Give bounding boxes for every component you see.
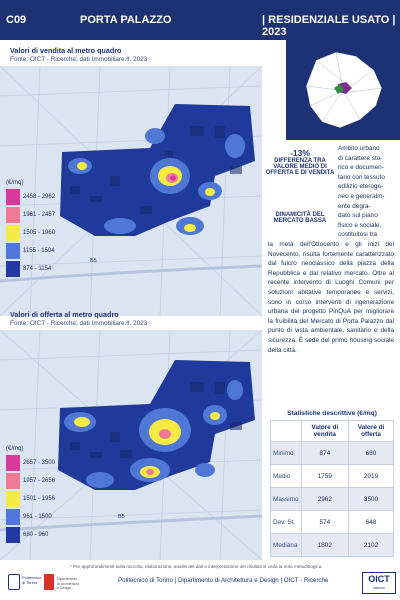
stats-sale-value: 874	[301, 442, 348, 465]
price-difference-value: -13%	[290, 148, 310, 158]
offer-legend-label: 1957 - 2656	[23, 478, 56, 484]
oict-logo	[362, 572, 396, 594]
table-row	[271, 465, 394, 488]
legend-swatch	[6, 509, 20, 525]
legend-swatch	[6, 455, 20, 471]
stats-offer-value: 648	[349, 511, 394, 534]
stats-title: Statistiche descrittive (€/mq)	[287, 410, 377, 417]
description-narrow	[338, 144, 396, 240]
legend-swatch	[6, 527, 20, 543]
stats-table	[270, 420, 394, 557]
offer-legend-row	[6, 490, 66, 508]
sale-legend-label: 874 - 1154	[23, 266, 52, 272]
stats-header-row	[271, 421, 394, 442]
market-dynamism: DINAMICITÀ DEL MERCATO BASSA	[273, 212, 327, 224]
sale-legend-row	[6, 206, 66, 224]
stats-row-label: Dev. St.	[271, 511, 302, 534]
description-wide: la metà dell'Ottocento e gli inizi del Novecento, risulta fortemente caratterizzato dal fulcro neoclassico della piazza della Repubblica e dal relativo mercato. Oltre al recente intervento di Luoghi Comuni per soluzioni abitative temporanee e servizi, sono in corso interventi di rigenerazione urbana del progetto PinQuA per migliorare la fruibilità del Mercato di Porta Palazzo dal punto di vista ambientale, sanitario e della sicurezza. È sede del primo housing sociale della città.	[268, 241, 394, 354]
table-row	[271, 511, 394, 534]
sale-legend-row	[6, 224, 66, 242]
description-line: di carattere sto-	[338, 154, 383, 162]
description-line: rico e documen-	[338, 164, 384, 172]
stats-offer-value: 3500	[349, 488, 394, 511]
offer-legend-row	[6, 454, 66, 472]
polito-logo-line: Politecnico	[22, 575, 42, 580]
sale-legend-label: 2458 - 2962	[23, 194, 56, 200]
zone-code: C09	[6, 14, 27, 26]
offer-legend-label: 961 - 1500	[23, 514, 52, 520]
stats-corner	[271, 421, 302, 442]
sale-map-title: Valori di vendita al metro quadro	[10, 46, 122, 55]
legend-swatch	[6, 261, 20, 277]
oict-logo-sub: ricerche	[372, 586, 386, 590]
stats-sale-value: 1802	[301, 534, 348, 557]
zone-title: PORTA PALAZZO	[80, 14, 172, 26]
offer-map-title: Valori di offerta al metro quadro	[10, 310, 119, 319]
legend-swatch	[6, 491, 20, 507]
description-line: tario con tessuto	[338, 173, 385, 181]
sale-legend-row	[6, 188, 66, 206]
offer-legend-unit: (€/mq)	[6, 446, 24, 452]
offer-legend-row	[6, 508, 66, 526]
stats-sale-value: 2962	[301, 488, 348, 511]
stats-sale-value: 1759	[301, 465, 348, 488]
sale-legend	[6, 180, 66, 278]
table-row	[271, 534, 394, 557]
stats-row-label: Minimo	[271, 442, 302, 465]
polito-logo-line: di Torino	[22, 580, 38, 585]
dad-logo-line: Dipartimento	[57, 577, 78, 581]
description-line: neo e generalm-	[338, 192, 385, 200]
polito-logo-text	[22, 575, 41, 585]
polito-logo-icon	[8, 574, 20, 590]
table-row	[271, 442, 394, 465]
stats-offer-value: 2019	[349, 465, 394, 488]
legend-swatch	[6, 473, 20, 489]
stats-row-label: Medio	[271, 465, 302, 488]
sale-legend-row	[6, 242, 66, 260]
offer-legend-row	[6, 526, 66, 544]
description-line: fisico e sociale,	[338, 221, 382, 229]
dad-logo-icon	[44, 574, 54, 590]
dad-logo-text	[57, 577, 79, 591]
oict-logo-text: OICT	[368, 574, 390, 584]
footer-credits: Politecnico di Torino | Dipartimento di Architettura e Design | OICT - Ricerche	[118, 577, 329, 584]
sale-legend-label: 1155 - 1504	[23, 248, 55, 254]
legend-swatch	[6, 243, 20, 259]
offer-road-label: B5	[118, 514, 125, 520]
description-line: costituitosi tra	[338, 231, 378, 239]
sale-legend-row	[6, 260, 66, 278]
legend-swatch	[6, 207, 20, 223]
price-difference	[264, 148, 336, 176]
offer-legend-label: 680 - 960	[23, 532, 49, 538]
sale-legend-label: 1961 - 2457	[23, 212, 56, 218]
sale-map-source: Fonte: OICT - Ricerche, dati Immobiliare.it, 2023	[10, 56, 148, 63]
locator-map-svg	[286, 40, 400, 140]
table-row	[271, 488, 394, 511]
category-label: | RESIDENZIALE USATO | 2023	[262, 14, 396, 38]
locator-map	[286, 40, 400, 140]
description-line: edilizio eteroge-	[338, 183, 384, 191]
dad-logo-line: e Design	[57, 586, 72, 590]
stats-sale-value: 574	[301, 511, 348, 534]
dad-logo-line: di Architettura	[57, 581, 79, 586]
stats-col-offer: Valore di offerta	[349, 421, 394, 442]
methodology-note: * Per approfondimenti sulla raccolta, elaborazione, analisi dei dati e interpretazione dei risultati si veda la nota metodologica.	[70, 564, 323, 569]
stats-offer-value: 680	[349, 442, 394, 465]
offer-legend-label: 1501 - 1956	[23, 496, 56, 502]
header-bar	[0, 0, 400, 40]
offer-legend	[6, 446, 66, 544]
stats-col-sale: Valore di vendita	[301, 421, 348, 442]
offer-legend-label: 2657 - 3500	[23, 460, 56, 466]
stats-row-label: Massimo	[271, 488, 302, 511]
sale-road-label: B5	[90, 258, 97, 264]
description-line: Ambito urbano	[338, 145, 380, 152]
legend-swatch	[6, 189, 20, 205]
description-line: dato sul piano	[338, 212, 378, 220]
description-line: ente degra-	[338, 202, 371, 210]
legend-swatch	[6, 225, 20, 241]
offer-legend-row	[6, 472, 66, 490]
stats-offer-value: 2102	[349, 534, 394, 557]
price-difference-label: DIFFERENZA TRA VALORE MEDIO DI OFFERTA E DI VENDITA	[265, 158, 335, 176]
sale-legend-unit: (€/mq)	[6, 180, 24, 186]
stats-row-label: Mediana	[271, 534, 302, 557]
sale-legend-label: 1505 - 1960	[23, 230, 56, 236]
offer-map-source: Fonte: OICT - Ricerche, dati Immobiliare.it, 2023	[10, 320, 148, 327]
